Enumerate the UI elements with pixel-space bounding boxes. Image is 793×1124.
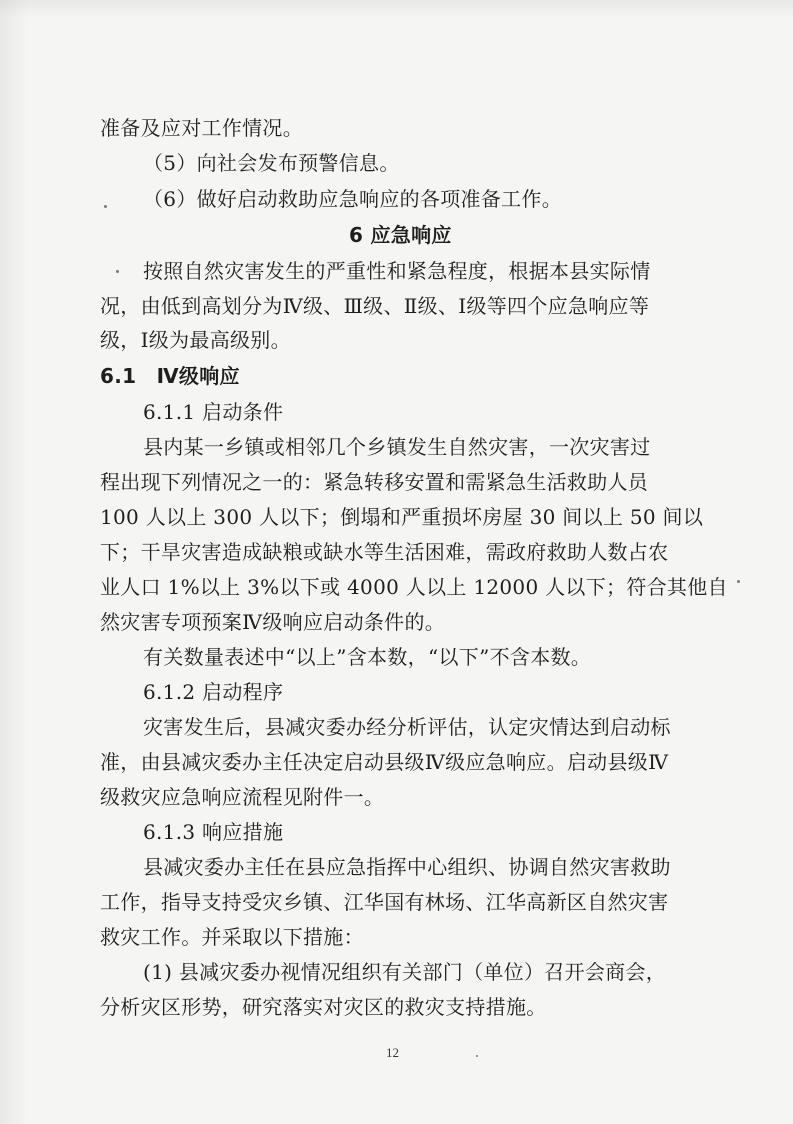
body-line: 工作，指导支持受灾乡镇、江华国有林场、江华高新区自然灾害	[100, 890, 669, 914]
page-number: 12	[386, 1045, 399, 1060]
subsection-heading: 6.1 Ⅳ级响应	[100, 364, 240, 388]
section-heading: 6 应急响应	[349, 223, 452, 247]
body-line: 有关数量表述中“以上”含本数，“以下”不含本数。	[143, 645, 592, 669]
clause-heading: 6.1.1 启动条件	[143, 400, 284, 424]
scan-speck	[116, 270, 119, 273]
scan-shadow	[0, 0, 793, 18]
body-line: 分析灾区形势，研究落实对灾区的救灾支持措施。	[100, 995, 547, 1019]
clause-heading: 6.1.2 启动程序	[143, 680, 284, 704]
list-item-1: (1) 县减灾委办视情况组织有关部门（单位）召开会商会，	[143, 960, 667, 984]
body-line: 况，由低到高划分为Ⅳ级、Ⅲ级、Ⅱ级、Ⅰ级等四个应急响应等	[100, 294, 650, 318]
scan-speck	[737, 580, 740, 583]
clause-heading: 6.1.3 响应措施	[143, 820, 284, 844]
body-line: 准备及应对工作情况。	[100, 116, 303, 140]
body-line: 级，Ⅰ级为最高级别。	[100, 328, 291, 352]
body-line: 然灾害专项预案Ⅳ级响应启动条件的。	[100, 610, 446, 634]
body-line: 下；干旱灾害造成缺粮或缺水等生活困难，需政府救助人数占农	[100, 540, 669, 564]
body-line: 程出现下列情况之一的：紧急转移安置和需紧急生活救助人员	[100, 470, 649, 494]
body-line: 准，由县减灾委办主任决定启动县级Ⅳ级应急响应。启动县级Ⅳ	[100, 750, 669, 774]
body-line: 按照自然灾害发生的严重性和紧急程度，根据本县实际情	[143, 259, 651, 283]
body-line: 救灾工作。并采取以下措施：	[100, 925, 364, 949]
body-line: 县减灾委办主任在县应急指挥中心组织、协调自然灾害救助	[143, 855, 671, 879]
body-line: 县内某一乡镇或相邻几个乡镇发生自然灾害，一次灾害过	[143, 435, 651, 459]
body-line: 业人口 1%以上 3%以下或 4000 人以上 12000 人以下；符合其他自	[100, 575, 728, 599]
body-line: 级救灾应急响应流程见附件一。	[100, 785, 385, 809]
body-line: 100 人以上 300 人以下；倒塌和严重损坏房屋 30 间以上 50 间以	[100, 505, 704, 529]
scan-speck	[476, 1055, 478, 1057]
list-item-5: （5）向社会发布预警信息。	[143, 151, 400, 175]
scan-shadow	[0, 0, 28, 1124]
list-item-6: （6）做好启动救助应急响应的各项准备工作。	[143, 187, 563, 211]
body-line: 灾害发生后，县减灾委办经分析评估，认定灾情达到启动标	[143, 715, 671, 739]
scan-speck	[104, 205, 107, 208]
